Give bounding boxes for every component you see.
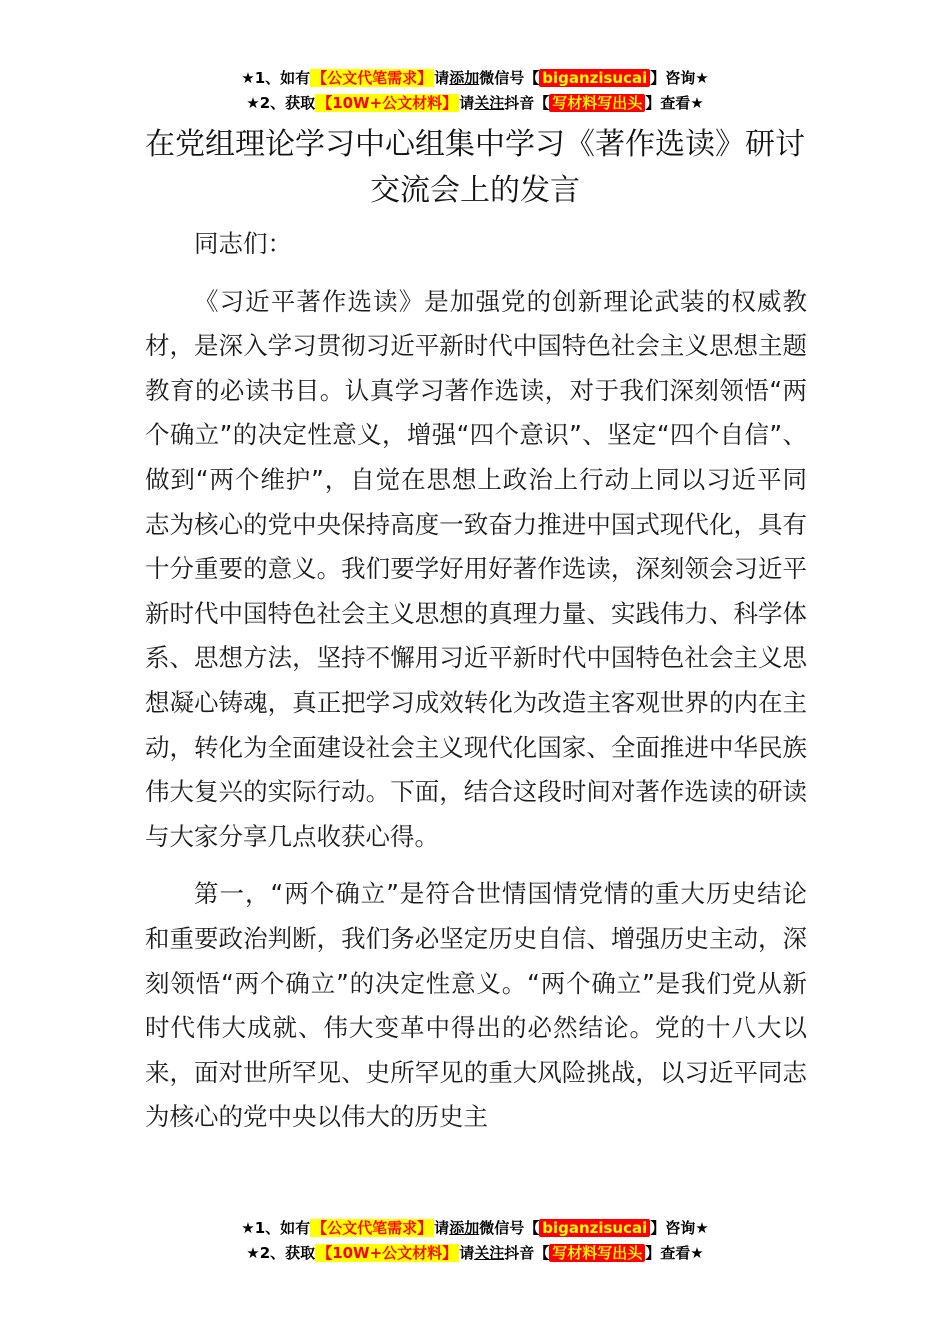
- promo-text: 抖音【: [504, 1244, 550, 1262]
- promo-highlight: 【10W+公文材料】: [317, 94, 458, 112]
- promo-text: 请: [434, 1219, 450, 1237]
- promo-emphasis: 关注: [474, 1244, 505, 1262]
- promo-line-1: [0, 66, 950, 91]
- promo-highlight: 【公文代笔需求】: [312, 1219, 433, 1237]
- douyin-id: 写材料写出头: [549, 94, 645, 112]
- promo-text: 微信号【: [479, 69, 540, 87]
- promo-text: 】查看★: [645, 94, 704, 112]
- promo-highlight: 【公文代笔需求】: [312, 69, 433, 87]
- promo-text: ★1、如有: [241, 1219, 311, 1237]
- document-body: [145, 222, 807, 1153]
- promo-text: ★2、获取: [246, 94, 316, 112]
- document-title: 在党组理论学习中心组集中学习《著作选读》研讨交流会上的发言: [145, 127, 805, 208]
- promo-text: 】咨询★: [650, 1219, 709, 1237]
- paragraph-intro: 《习近平著作选读》是加强党的创新理论武装的权威教材，是深入学习贯彻习近平新时代中国特色社会主义思想主题教育的必读书目。认真学习著作选读，对于我们深刻领悟“两个确立”的决定性意义，增强“四个意识”、坚定“四个自信”、做到“两个维护”，自觉在思想上政治上行动上同以习近平同志为核心的党中央保持高度一致奋力推进中国式现代化，具有十分重要的意义。我们要学好用好著作选读，深刻领会习近平新时代中国特色社会主义思想的真理力量、实践伟力、科学体系、思想方法，坚持不懈用习近平新时代中国特色社会主义思想凝心铸魂，真正把学习成效转化为改造主客观世界的内在主动，转化为全面建设社会主义现代化国家、全面推进中华民族伟大复兴的实际行动。下面，结合这段时间对著作选读的研读与大家分享几点收获心得。: [145, 286, 807, 851]
- promo-emphasis: 添加: [449, 1219, 480, 1237]
- bottom-promo-banner: [0, 1216, 950, 1266]
- promo-text: 微信号【: [479, 1219, 540, 1237]
- paragraph-first-point: 第一，“两个确立”是符合世情国情党情的重大历史结论和重要政治判断，我们务必坚定历史自信、增强历史主动，深刻领悟“两个确立”的决定性意义。“两个确立”是我们党从新时代伟大成就、伟大变革中得出的必然结论。党的十八大以来，面对世所罕见、史所罕见的重大风险挑战，以习近平同志为核心的党中央以伟大的历史主: [145, 879, 807, 1132]
- promo-line-1: [0, 1216, 950, 1241]
- promo-emphasis: 关注: [474, 94, 505, 112]
- promo-text: ★2、获取: [246, 1244, 316, 1262]
- promo-text: 请: [459, 1244, 475, 1262]
- promo-highlight: 【10W+公文材料】: [317, 1244, 458, 1262]
- wechat-id: biganzisucai: [539, 1219, 650, 1237]
- promo-text: ★1、如有: [241, 69, 311, 87]
- promo-line-2: [0, 1241, 950, 1266]
- wechat-id: biganzisucai: [539, 69, 650, 87]
- douyin-id: 写材料写出头: [549, 1244, 645, 1262]
- promo-text: 】咨询★: [650, 69, 709, 87]
- promo-text: 请: [459, 94, 475, 112]
- greeting: 同志们：: [194, 229, 292, 258]
- promo-emphasis: 添加: [449, 69, 480, 87]
- promo-text: 抖音【: [504, 94, 550, 112]
- promo-text: 请: [434, 69, 450, 87]
- top-promo-banner: [0, 66, 950, 116]
- promo-line-2: [0, 91, 950, 116]
- promo-text: 】查看★: [645, 1244, 704, 1262]
